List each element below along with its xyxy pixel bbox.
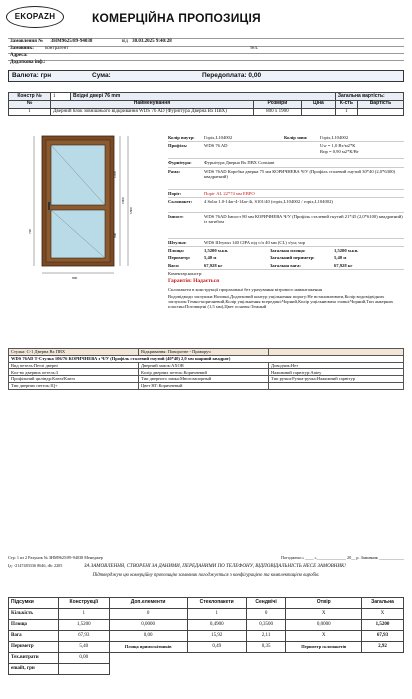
summary-cell	[109, 653, 403, 664]
confirmation: Підтверджую цю комерційну пропозицію замовник погоджується з конфігурацією та комплектацією виробів.	[92, 573, 320, 578]
construct-name: Вхідні двері 76 mm	[71, 93, 336, 101]
customer-label: Замовник:	[10, 46, 34, 51]
logo-text: EKOPAZH	[14, 12, 56, 22]
construct-row	[9, 93, 404, 101]
summary-cell: Периметр склопакетів	[286, 642, 362, 653]
attr-cell: WDS 76AD Т-Стулка 106/76 КОРИЧНЕВА з Ч/У (Профіль сталевий гнутий (40*40) 2,0 мм шарний квадрат)	[9, 355, 404, 362]
perimeter-label: Периметр:	[168, 255, 191, 261]
frame: WDS 76AD Коробка дверна 75 мм КОРИЧНЕВА Ч/У (Профіль сталевий гнутий 30*40 (2,0*6300) квадратний)	[204, 168, 396, 179]
summary-cell: 0,00	[109, 631, 187, 642]
area-row	[168, 247, 404, 254]
profile-label: Профіль:	[168, 143, 188, 149]
weight-row	[168, 262, 404, 270]
attr-cell: Колір дверних петель:Коричневий	[139, 369, 269, 376]
summary-cell: 0	[246, 609, 286, 620]
impost-row	[168, 213, 404, 239]
attr-row	[9, 376, 404, 383]
warranty: Гарантія: Надається	[168, 278, 220, 285]
company-logo	[6, 6, 64, 28]
currency-bar	[8, 70, 404, 82]
sash-attributes-table	[8, 348, 404, 390]
frame-label: Рама:	[168, 168, 181, 174]
attr-cell: Вид петель:Петлі дверні	[9, 362, 139, 369]
summary-cell: 2,11	[246, 631, 286, 642]
row-number: 1	[9, 108, 51, 116]
col-header: Стеклопакети	[187, 598, 246, 609]
col-header: Конструкції	[59, 598, 110, 609]
summary-cell: 0	[109, 609, 187, 620]
frame-row	[168, 168, 404, 190]
attr-cell: Тип дверних петель:IQ+	[9, 382, 139, 389]
col-header: Доп.елементи	[109, 598, 187, 609]
row-price	[301, 108, 335, 116]
row-size: 800 х 1900	[253, 108, 301, 116]
summary-cell: Вага	[9, 631, 59, 642]
attr-row	[9, 362, 404, 369]
attr-cell: Профільний циліндр:Ключ/Ключ	[9, 376, 139, 383]
attr-cell: Кол-во дверних петель:3	[9, 369, 139, 376]
shtulp: WDS Штульп 140 CIPA під с/п 40 мм (CL) з/ун; чор	[204, 239, 306, 245]
attr-cell	[269, 382, 404, 389]
summary-row	[9, 642, 404, 653]
order-number: ЗНМ9625/89-94038	[50, 39, 93, 44]
summary-row	[9, 620, 404, 631]
glass-label: Склопакет:	[168, 198, 193, 204]
divider	[8, 53, 404, 54]
warranty-row	[168, 277, 404, 285]
area-label: Площа:	[168, 248, 185, 254]
sill: Поріг AL 22*74 мм ЕВРО	[204, 190, 255, 196]
fittings-row	[168, 159, 404, 167]
phone-label: тел.	[250, 46, 259, 51]
attr-cell: Нажимний гарнітур:Antey	[269, 369, 404, 376]
impost-label: Імпост:	[168, 213, 184, 219]
comment-row	[168, 270, 404, 277]
total-weight: 67,928 кг	[334, 262, 353, 268]
summary-cell: 1	[187, 609, 246, 620]
dim-label: 720	[28, 228, 32, 234]
sill-row	[168, 190, 404, 198]
document-title: КОМЕРЦІЙНА ПРОПОЗИЦІЯ	[92, 11, 261, 25]
attr-cell: Тип дверного замка:Многозапорный	[139, 376, 269, 383]
color-in: Горіх,L104002	[204, 135, 233, 140]
uw-value: Uw = 1,0 Вт/м2*К	[320, 143, 356, 149]
perimeter: 5,40 м	[204, 255, 217, 261]
customer-value: контрагент	[45, 46, 69, 51]
door-drawing	[12, 134, 162, 280]
row-name: Дверний блок зовнішнього відкривання WDS 76 AD (Фурнітура Дверна Вх ПВХ)	[51, 108, 254, 116]
col-header: Найменування	[51, 100, 254, 108]
summary-cell: Периметр	[9, 642, 59, 653]
attr-cell: Тип ручки:Ручка-ручка:Нажимний гарнітур	[269, 376, 404, 383]
weight-label: Вага:	[168, 262, 180, 268]
total-perimeter: 5,40 м	[334, 255, 347, 261]
area: 1,5200 м.кв.	[204, 248, 229, 254]
summary-cell: 2,92	[361, 642, 403, 653]
col-header: Підсумки	[9, 598, 59, 609]
extra-info-row	[10, 60, 45, 66]
summary-cell: 0,0000	[286, 620, 362, 631]
summary-cell: X	[361, 609, 403, 620]
warning-caps: ЗА ЗАМОВЛЕННЯ, СТВОРЕНІ ЗА ДАНИМИ, ПЕРЕДАНИМИ ПО ТЕЛЕФОНУ, ВІДПОВІДАЛЬНІСТЬ НЕСЕ ЗАМОВНИК!	[84, 564, 346, 569]
comment-label: Коментар.констр:	[168, 270, 203, 276]
attr-cell: Доводчик:Нет	[269, 362, 404, 369]
order-date: 30.03.2025 9:40:28	[132, 39, 172, 44]
summary-cell: Тех.витрати	[9, 653, 59, 664]
color-row	[168, 134, 404, 142]
summary-row	[9, 653, 404, 664]
col-header: Отвір	[286, 598, 362, 609]
attr-cell: Відкривання: Поворотне - Праворуч	[139, 349, 269, 356]
footer-row	[8, 556, 404, 561]
summary-cell: 5,40	[59, 642, 110, 653]
summary-cell: 1,5200	[361, 620, 403, 631]
dim-label: 1900	[121, 197, 125, 204]
summary-cell: 15,92	[187, 631, 246, 642]
customer-row	[10, 46, 400, 52]
attr-cell: Дверний замок:AXOR	[139, 362, 269, 369]
agreed-line: Погоджено:« ____ »______________ 20__ р. Замовник ____________	[280, 555, 404, 560]
color-in-label: Колір внутр:	[168, 135, 195, 140]
summary-table	[8, 597, 404, 675]
construct-details	[168, 134, 404, 311]
summary-cell: 0,4900	[187, 620, 246, 631]
glass: 4 Solar 1.0-14ar-4-14ar-4i, S101/40 (горіх,L104002 / горіх,L104002)	[204, 198, 333, 204]
color-out: Горіх,L104002	[320, 135, 349, 140]
col-header: Ціна	[301, 100, 335, 108]
summary-cell: X	[286, 631, 362, 642]
address-label: Адреса:	[10, 53, 28, 58]
profile-row	[168, 142, 404, 159]
profile: WDS 76 AD	[204, 143, 228, 149]
fittings: Фурнітура Дверна Вх ПВХ Constant	[204, 160, 275, 166]
col-header: К-сть	[335, 100, 357, 108]
summary-cell: emailt, грн	[9, 664, 59, 675]
note-row	[168, 286, 404, 293]
summary-cell: 1	[59, 609, 110, 620]
row-cost	[357, 108, 403, 116]
prepayment: Передоплата: 0,00	[202, 72, 262, 80]
summary-cell: 0,3500	[246, 620, 286, 631]
order-row	[10, 39, 172, 45]
items-table	[8, 92, 404, 116]
shtulp-label: Штульп:	[168, 239, 187, 245]
summary-cell: 0,00	[59, 653, 110, 664]
summary-row	[9, 631, 404, 642]
summary-cell: Площа	[9, 620, 59, 631]
note-row	[168, 293, 404, 311]
table-row	[9, 108, 404, 116]
divider	[8, 60, 404, 61]
perimeter-row	[168, 254, 404, 261]
summary-cell: Кількість	[9, 609, 59, 620]
summary-cell: 0,49	[187, 642, 246, 653]
col-header: Сендвічі	[246, 598, 286, 609]
summary-cell: 1,5200	[59, 620, 110, 631]
attr-row	[9, 382, 404, 389]
col-header: Вартість	[357, 100, 403, 108]
summary-cell	[109, 664, 403, 675]
construct-number: 1	[51, 93, 71, 101]
sum-label: Сума:	[92, 72, 111, 80]
summary-cell	[59, 664, 110, 675]
summary-header	[9, 598, 404, 609]
attr-row	[9, 349, 404, 356]
glass-row	[168, 198, 404, 213]
col-header: Загальна	[361, 598, 403, 609]
color-out-label: Колір зовн:	[284, 135, 308, 140]
total-perimeter-label: Загальний периметр:	[270, 255, 315, 261]
shtulp-row	[168, 239, 404, 247]
dim-label: 1800	[129, 207, 133, 214]
weight: 67,928 кг	[204, 262, 223, 268]
extra-info-label: Додаткова інф.:	[10, 60, 46, 65]
summary-row	[9, 664, 404, 675]
row-qty: 1	[335, 108, 357, 116]
summary-cell: 67,93	[59, 631, 110, 642]
summary-cell: 0,35	[246, 642, 286, 653]
attr-cell: Цвет НГ:Коричневый	[139, 382, 269, 389]
total-weight-label: Загальна вага:	[270, 262, 301, 268]
doc-id: Ід: -2147483336 8646, db: 2205	[8, 563, 63, 568]
attr-row	[9, 369, 404, 376]
summary-cell: X	[286, 609, 362, 620]
summary-cell: 0,0000	[109, 620, 187, 631]
total-cost-label: Загальна вартість:	[335, 93, 403, 101]
summary-row	[9, 609, 404, 620]
note: Склопакети в конструкції прораховані без урахування вітрового навантаження	[168, 286, 322, 292]
rsp-value: Rпр = 0,90 м2*К/Вт	[320, 148, 359, 154]
col-header: №	[9, 100, 51, 108]
col-header: Розміри	[253, 100, 301, 108]
construct-label: Констр №	[9, 93, 51, 101]
attr-cell: Стулка: С-1 Дверна Вх ПВХ	[9, 349, 139, 356]
summary-cell: 67,93	[361, 631, 403, 642]
note: Водовідводи заглушки:Назовні,Додатковий контур ущільнення порогу:Не встановлювати,Колір водовідвідних заглушок:Темно-коричневий,Колір ущільнення всередині:Чорний,Колір ущільнювача ззовні:Чорний,Тип анкерних пластин:Потовщені (1,5 мм),Цвет основы:Темный	[168, 293, 394, 310]
dim-label: 800	[113, 232, 117, 238]
from-label: від	[121, 39, 128, 44]
total-area-label: Загальна площа:	[270, 248, 306, 254]
table-header	[9, 100, 404, 108]
attr-row	[9, 355, 404, 362]
summary-cell: Площа примоскітників	[109, 642, 187, 653]
dim-label: 800	[72, 276, 78, 280]
impost: WDS 76AD Імпост 80 мм КОРИЧНЕВА Ч/У (Профіль сталевий гнутий 21*45 (2,0*6100) квадратний) із загибом	[204, 213, 403, 225]
page-info: Стр: 1 из 2 Рахунок № ЗНМ9625/89-94038 Менеджер	[8, 555, 103, 560]
currency: Валюта: грн	[12, 72, 52, 80]
dim-label: 1700	[113, 171, 117, 178]
total-area: 1,5200 м.кв.	[334, 248, 359, 254]
sill-label: Поріг:	[168, 190, 182, 196]
footer-row	[8, 564, 404, 570]
fittings-label: Фурнітура:	[168, 160, 192, 166]
attr-cell	[269, 349, 404, 356]
address-row	[10, 53, 28, 59]
order-label: Замовлення №	[10, 39, 44, 44]
